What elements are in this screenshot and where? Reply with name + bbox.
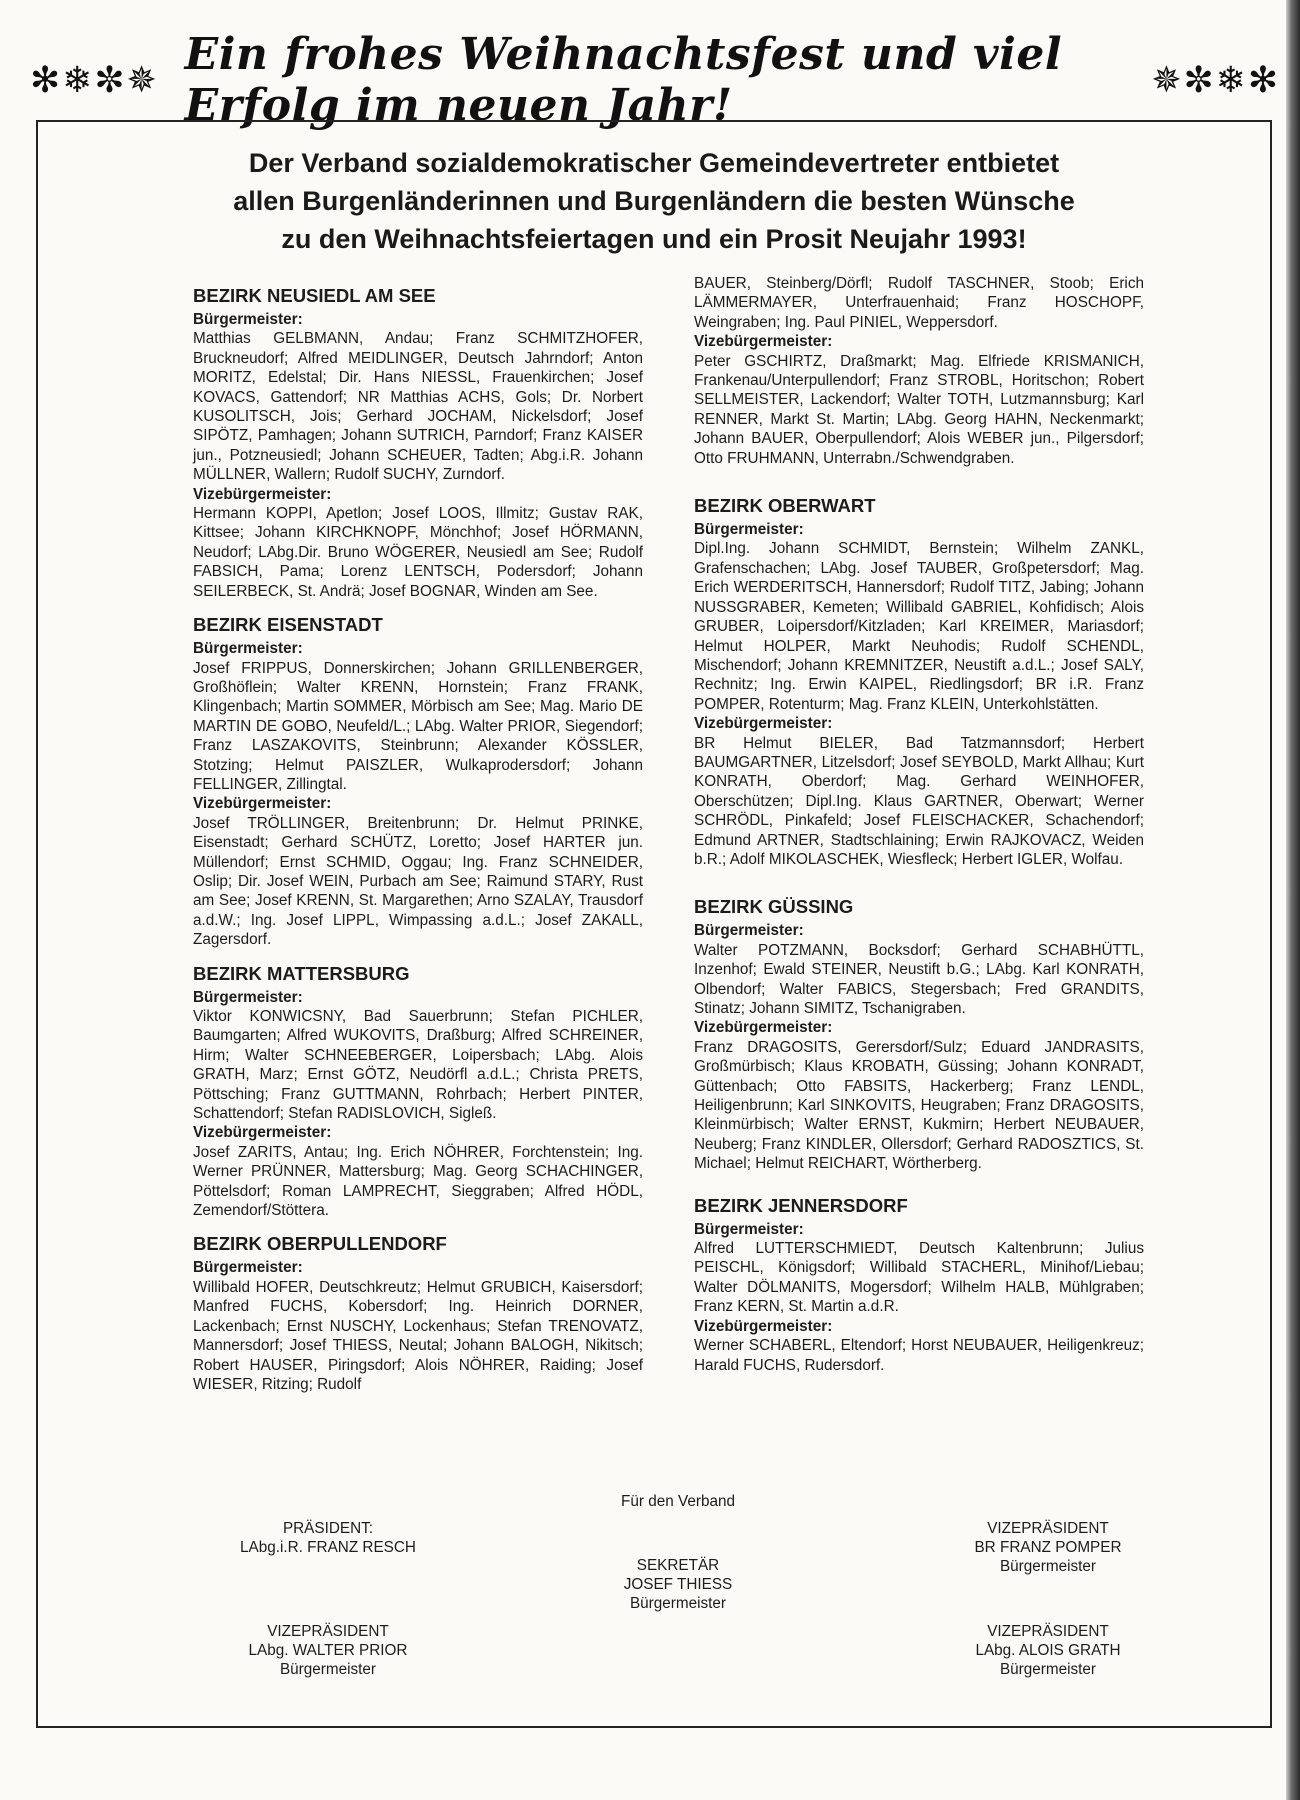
greeting-banner xyxy=(30,29,1280,131)
signature-role: SEKRETÄR xyxy=(636,1557,720,1574)
deputy-list: BR Helmut BIELER, Bad Tatzmannsdorf; Herbert BAUMGARTNER, Litzelsdorf; Josef SEYBOLD, Markt Allhau; Kurt KONRATH, Oberdorf; Mag. Gerhard WEINHOFER, Oberschützen; Dipl.Ing. Klaus GARTNER, Oberwart; Werner SCHRÖDL, Pinkafeld; Josef FLEISCHACKER, Schachendorf; Edmund ARTNER, Stadtschlaining; Erwin RAJKOVACZ, Weiden b.R.; Adolf MIKOLASCHEK, Wiesfleck; Herbert IGLER, Wolfau. xyxy=(694,734,1144,868)
district-title: BEZIRK OBERWART xyxy=(694,495,876,517)
banner-title: Ein frohes Weihnachtsfest und viel Erfolg im neuen Jahr! xyxy=(184,29,1063,131)
district-jennersdorf xyxy=(694,1194,1144,1375)
deputy-label: Vizebürgermeister: xyxy=(193,1124,332,1142)
scan-edge-shadow xyxy=(1286,0,1300,1800)
for-association-label xyxy=(518,1492,838,1511)
snowflake-ornament-icon: ✻❄✼✵ xyxy=(30,59,159,101)
district-oberpullendorf-continued xyxy=(694,274,1144,468)
signature-role: VIZEPRÄSIDENT xyxy=(267,1623,389,1640)
mayor-list: Matthias GELBMANN, Andau; Franz SCHMITZHOFER, Bruckneudorf; Alfred MEIDLINGER, Deutsch Jahrndorf; Anton MORITZ, Edelstal; Dir. Hans NIESSL, Frauenkirchen; Josef KOVACS, Gattendorf; NR Matthias ACHS, Gols; Dr. Norbert KUSOLITSCH, Jois; Gerhard JOCHAM, Nickelsdorf; Josef SIPÖTZ, Pamhagen; Johann SUTRICH, Parndorf; Franz KAISER jun., Potzneusiedl; Johann SCHEUER, Tadten; Abg.i.R. Johann MÜLLNER, Wallern; Rudolf SUCHY, Zurndorf. xyxy=(193,330,643,484)
for-association-text: Für den Verband xyxy=(621,1493,735,1510)
mayor-label: Bürgermeister: xyxy=(193,640,303,658)
district-title: BEZIRK MATTERSBURG xyxy=(193,962,410,984)
headline-line: Der Verband sozialdemokratischer Gemeindevertreter entbietet xyxy=(248,148,1060,178)
mayor-list: Walter POTZMANN, Bocksdorf; Gerhard SCHABHÜTTL, Inzenhof; Ewald STEINER, Neustift b.G.; LAbg. Karl KONRATH, Olbendorf; Walter FABICS, Stegersbach; Fred GRANDITS, Stinatz; Johann SIMITZ, Tschanigraben. xyxy=(694,941,1144,1017)
mayor-list: BAUER, Steinberg/Dörfl; Rudolf TASCHNER, Stoob; Erich LÄMMERMAYER, Unterfrauenhaid; Franz HOSCHOPF, Weingraben; Ing. Paul PINIEL, Weppersdorf. xyxy=(694,275,1144,331)
mayor-list: Willibald HOFER, Deutschkreutz; Helmut GRUBICH, Kaisersdorf; Manfred FUCHS, Kobersdorf; Ing. Heinrich DORNER, Lackenbach; Ernst NUSCHY, Lockenhaus; Stefan TRENOVATZ, Mannersdorf; Josef THIESS, Neutal; Johann BALOGH, Nikitsch; Robert HAUSER, Piringsdorf; Alois NÖHRER, Raiding; Josef WIESER, Ritzing; Rudolf xyxy=(193,1278,643,1393)
signature-name: LAbg. WALTER PRIOR xyxy=(248,1642,408,1659)
signature-title: Bürgermeister xyxy=(279,1661,377,1678)
deputy-label: Vizebürgermeister: xyxy=(193,485,332,503)
deputy-label: Vizebürgermeister: xyxy=(694,333,833,351)
mayor-label: Bürgermeister: xyxy=(694,521,804,539)
deputy-list: Werner SCHABERL, Eltendorf; Horst NEUBAUER, Heiligenkreuz; Harald FUCHS, Rudersdorf. xyxy=(694,1337,1144,1374)
signature-secretary xyxy=(518,1556,838,1613)
deputy-label: Vizebürgermeister: xyxy=(694,715,833,733)
signature-vice-president-grath xyxy=(898,1622,1198,1679)
snowflake-ornament-icon: ✵✼❄✻ xyxy=(1151,59,1280,101)
district-title: BEZIRK GÜSSING xyxy=(694,896,854,918)
deputy-list: Peter GSCHIRTZ, Draßmarkt; Mag. Elfriede KRISMANICH, Frankenau/Unterpullendorf; Franz STROBL, Horitschon; Robert SELLMEISTER, Lackendorf; Walter TOTH, Lutzmannsburg; Karl RENNER, Markt St. Martin; LAbg. Georg HAHN, Neckenmarkt; Johann BAUER, Oberpullendorf; Alois WEBER jun., Pilgersdorf; Otto FRUHMANN, Unterrabn./Schwendgraben. xyxy=(694,352,1144,467)
district-title: BEZIRK OBERPULLENDORF xyxy=(193,1233,447,1255)
district-neusiedl xyxy=(193,284,643,601)
district-mattersburg xyxy=(193,962,643,1221)
mayor-label: Bürgermeister: xyxy=(193,1259,303,1277)
right-column xyxy=(694,274,1144,1387)
signature-name: BR FRANZ POMPER xyxy=(974,1539,1122,1556)
deputy-list: Josef TRÖLLINGER, Breitenbrunn; Dr. Helmut PRINKE, Eisenstadt; Gerhard SCHÜTZ, Loretto; Josef HARTER jun. Müllendorf; Ernst SCHMID, Oggau; Ing. Franz SCHNEIDER, Oslip; Dir. Josef WEIN, Purbach am See; Raimund STARY, Rust am See; Josef KRENN, St. Margarethen; Arno SZALAY, Trausdorf a.d.W.; Ing. Josef LIPPL, Wimpassing a.d.L.; Josef ZAKALL, Zagersdorf. xyxy=(193,814,643,949)
headline-line: allen Burgenländerinnen und Burgenländern die besten Wünsche xyxy=(233,186,1075,216)
mayor-label: Bürgermeister: xyxy=(193,311,303,328)
headline xyxy=(38,144,1270,258)
mayor-list: Josef FRIPPUS, Donnerskirchen; Johann GRILLENBERGER, Großhöflein; Walter KRENN, Hornstein; Franz FRANK, Klingenbach; Martin SOMMER, Mörbisch am See; Mag. Mario DE MARTIN DE GOBO, Neufeld/L.; LAbg. Walter PRIOR, Siegendorf; Franz LASZAKOVITS, Steinbrunn; Alexander KÖSSLER, Stotzing; Helmut PAISZLER, Wulkaprodersdorf; Johann FELLINGER, Zillingtal. xyxy=(193,659,643,793)
signature-title: Bürgermeister xyxy=(999,1558,1097,1575)
district-guessing xyxy=(694,895,1144,1173)
deputy-list: Hermann KOPPI, Apetlon; Josef LOOS, Illmitz; Gustav RAK, Kittsee; Johann KIRCHKNOPF, Mönchhof; Josef HÖRMANN, Neudorf; LAbg.Dir. Bruno WÖGERER, Neusiedl am See; Rudolf FABSICH, Pama; Lorenz LENTSCH, Podersdorf; Johann SEILERBECK, St. Andrä; Josef BOGNAR, Winden am See. xyxy=(193,505,643,600)
signature-vice-president-prior xyxy=(178,1622,478,1679)
mayor-label: Bürgermeister: xyxy=(694,922,804,940)
district-oberwart xyxy=(694,494,1144,869)
mayor-list: Alfred LUTTERSCHMIEDT, Deutsch Kaltenbrunn; Julius PEISCHL, Königsdorf; Willibald STACHERL, Minihof/Liebau; Walter DÖLMANITS, Mogersdorf; Wilhelm HALB, Mühlgraben; Franz KERN, St. Martin a.d.R. xyxy=(694,1240,1144,1316)
district-oberpullendorf xyxy=(193,1232,643,1394)
content-frame xyxy=(36,120,1272,1728)
mayor-label: Bürgermeister: xyxy=(193,988,303,1006)
district-title: BEZIRK EISENSTADT xyxy=(193,614,383,636)
headline-line: zu den Weihnachtsfeiertagen und ein Prosit Neujahr 1993! xyxy=(281,224,1027,254)
signature-title: Bürgermeister xyxy=(999,1661,1097,1678)
signature-name: LAbg.i.R. FRANZ RESCH xyxy=(240,1539,416,1556)
deputy-list: Josef ZARITS, Antau; Ing. Erich NÖHRER, Forchtenstein; Ing. Werner PRÜNNER, Mattersburg; Mag. Georg SCHACHINGER, Pöttelsdorf; Roman LAMPRECHT, Sieggraben; Alfred HÖDL, Zemendorf/Stöttera. xyxy=(193,1143,643,1220)
signature-president xyxy=(178,1519,478,1557)
mayor-list: Dipl.Ing. Johann SCHMIDT, Bernstein; Wilhelm ZANKL, Grafenschachen; LAbg. Josef TAUBER, Großpetersdorf; Mag. Erich WERDERITSCH, Hannersdorf; Rudolf TITZ, Jabing; Johann NUSSGRABER, Kemeten; Willibald GABRIEL, Kohfidisch; Alois GRUBER, Loipersdorf/Kitzladen; Karl KREIMER, Mariasdorf; Helmut HOLPER, Markt Neuhodis; Rudolf SCHENDL, Mischendorf; Johann KREMNITZER, Neustift a.d.L.; Josef SALY, Rechnitz; Ing. Erwin KAIPEL, Riedlingsdorf; BR i.R. Franz POMPER, Rotenturm; Mag. Franz KLEIN, Unterkohlstätten. xyxy=(694,540,1144,713)
deputy-list: Franz DRAGOSITS, Gerersdorf/Sulz; Eduard JANDRASITS, Großmürbisch; Klaus KROBATH, Güssing; Johann KONRADT, Güttenbach; Otto FABSITS, Hackerberg; Franz LENDL, Heiligenbrunn; Karl SINKOVITS, Heugraben; Franz DRAGOSITS, Kleinmürbisch; Walter ERNST, Kukmirn; Herbert NEUBAUER, Neuberg; Franz KINDLER, Ollersdorf; Gerhard RADOSZTICS, St. Michael; Helmut REICHART, Wörtherberg. xyxy=(694,1038,1144,1173)
deputy-label: Vizebürgermeister: xyxy=(694,1019,833,1037)
deputy-label: Vizebürgermeister: xyxy=(694,1317,833,1335)
signature-role: VIZEPRÄSIDENT xyxy=(987,1520,1109,1537)
mayor-list: Viktor KONWICSNY, Bad Sauerbrunn; Stefan PICHLER, Baumgarten; Alfred WUKOVITS, Draßburg; Alfred SCHREINER, Hirm; Walter SCHNEEBERGER, Loipersbach; LAbg. Alois GRATH, Marz; Ernst GÖTZ, Neudörfl a.d.L.; Christa PRETS, Pöttsching; Franz GUTTMANN, Rohrbach; Herbert PINTER, Schattendorf; Stefan RADISLOVICH, Sigleß. xyxy=(193,1008,643,1123)
district-title: BEZIRK JENNERSDORF xyxy=(694,1194,908,1216)
left-column xyxy=(193,284,643,1406)
mayor-label: Bürgermeister: xyxy=(694,1220,804,1238)
signature-name: LAbg. ALOIS GRATH xyxy=(975,1642,1121,1659)
signature-role: PRÄSIDENT: xyxy=(282,1520,374,1537)
district-eisenstadt xyxy=(193,613,643,950)
deputy-label: Vizebürgermeister: xyxy=(193,795,332,813)
signature-title: Bürgermeister xyxy=(629,1595,727,1612)
signature-name: JOSEF THIESS xyxy=(623,1576,733,1593)
signature-role: VIZEPRÄSIDENT xyxy=(987,1623,1109,1640)
signature-vice-president-pomper xyxy=(898,1519,1198,1576)
district-title: BEZIRK NEUSIEDL AM SEE xyxy=(193,285,436,306)
